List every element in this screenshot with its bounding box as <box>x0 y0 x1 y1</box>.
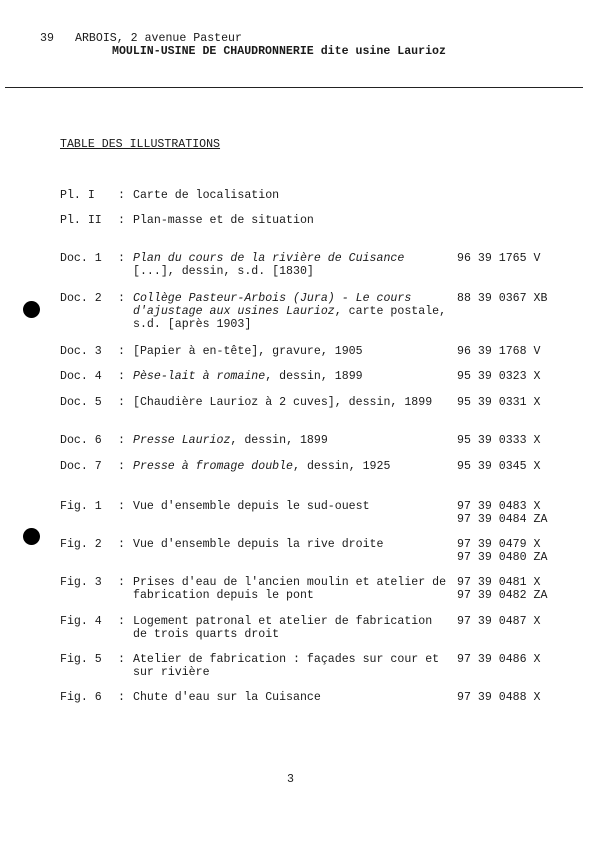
description-segment: Prises d'eau de l'ancien moulin et atelier de fabrication depuis le pont <box>133 576 447 602</box>
description-segment: Collège Pasteur-Arbois (Jura) - Le cours d'ajustage aux usines Laurioz <box>133 292 412 318</box>
photo-code: 97 39 0484 ZA <box>457 513 548 526</box>
item-colon: : <box>118 538 125 551</box>
item-label: Pl. II <box>60 214 102 227</box>
item-codes <box>457 370 541 383</box>
item-description <box>133 292 451 331</box>
photo-code: 97 39 0480 ZA <box>457 551 548 564</box>
item-codes <box>457 576 547 602</box>
photo-code: 88 39 0367 XB <box>457 292 548 305</box>
photo-code: 97 39 0488 X <box>457 691 541 704</box>
item-colon: : <box>118 189 125 202</box>
photo-code: 97 39 0483 X <box>457 500 541 513</box>
punch-hole-top <box>23 301 40 318</box>
item-colon: : <box>118 615 125 628</box>
item-description <box>133 370 451 383</box>
item-colon: : <box>118 434 125 447</box>
photo-code: 97 39 0482 ZA <box>457 589 548 602</box>
item-codes <box>457 538 547 564</box>
description-segment: Chute d'eau sur la Cuisance <box>133 691 321 704</box>
description-segment: , dessin, 1899 <box>265 370 363 383</box>
subject-line: MOULIN-USINE DE CHAUDRONNERIE dite usine Laurioz <box>112 45 446 58</box>
item-label: Doc. 3 <box>60 345 102 358</box>
department-number: 39 <box>40 32 54 45</box>
photo-code: 96 39 1768 V <box>457 345 541 358</box>
item-description <box>133 691 451 704</box>
description-segment: [Papier à en-tête], gravure, 1905 <box>133 345 363 358</box>
description-segment: [...], dessin, s.d. [1830] <box>133 265 314 278</box>
item-label: Doc. 6 <box>60 434 102 447</box>
item-colon: : <box>118 345 125 358</box>
item-description <box>133 396 451 409</box>
item-description <box>133 653 451 679</box>
photo-code: 97 39 0486 X <box>457 653 541 666</box>
description-segment: Plan du cours de la rivière de Cuisance <box>133 252 405 265</box>
description-segment: Plan-masse et de situation <box>133 214 314 227</box>
photo-code: 97 39 0487 X <box>457 615 541 628</box>
item-codes <box>457 396 541 409</box>
photo-code: 97 39 0481 X <box>457 576 541 589</box>
item-codes <box>457 345 541 358</box>
item-description <box>133 615 451 641</box>
item-description <box>133 214 451 227</box>
item-label: Doc. 1 <box>60 252 102 265</box>
item-colon: : <box>118 292 125 305</box>
item-colon: : <box>118 214 125 227</box>
location-line: ARBOIS, 2 avenue Pasteur <box>75 32 242 45</box>
item-codes <box>457 252 541 265</box>
description-segment: , dessin, 1899 <box>230 434 328 447</box>
photo-code: 95 39 0323 X <box>457 370 541 383</box>
item-codes <box>457 615 541 628</box>
punch-hole-bottom <box>23 528 40 545</box>
description-segment: Carte de localisation <box>133 189 280 202</box>
item-label: Fig. 1 <box>60 500 102 513</box>
item-description <box>133 576 451 602</box>
description-segment: Vue d'ensemble depuis le sud-ouest <box>133 500 370 513</box>
item-label: Fig. 2 <box>60 538 102 551</box>
description-segment: [Chaudière Laurioz à 2 cuves], dessin, 1899 <box>133 396 433 409</box>
item-codes <box>457 500 547 526</box>
page-number: 3 <box>287 773 294 786</box>
item-label: Pl. I <box>60 189 95 202</box>
description-segment: Pèse-lait à romaine <box>133 370 266 383</box>
item-label: Doc. 4 <box>60 370 102 383</box>
description-segment: , carte postale, s.d. [après 1903] <box>133 305 447 331</box>
photo-code: 95 39 0333 X <box>457 434 541 447</box>
item-codes <box>457 653 541 666</box>
item-colon: : <box>118 370 125 383</box>
item-description <box>133 460 451 473</box>
description-segment: Presse à fromage double <box>133 460 294 473</box>
photo-code: 97 39 0479 X <box>457 538 541 551</box>
item-label: Fig. 4 <box>60 615 102 628</box>
item-label: Fig. 3 <box>60 576 102 589</box>
item-codes <box>457 292 547 305</box>
item-colon: : <box>118 396 125 409</box>
item-description <box>133 538 451 551</box>
item-colon: : <box>118 460 125 473</box>
photo-code: 95 39 0331 X <box>457 396 541 409</box>
item-label: Doc. 7 <box>60 460 102 473</box>
item-label: Fig. 5 <box>60 653 102 666</box>
description-segment: Logement patronal et atelier de fabrication de trois quarts droit <box>133 615 433 641</box>
item-label: Doc. 5 <box>60 396 102 409</box>
item-description <box>133 189 451 202</box>
item-colon: : <box>118 576 125 589</box>
item-label: Fig. 6 <box>60 691 102 704</box>
description-segment: , dessin, 1925 <box>293 460 391 473</box>
item-colon: : <box>118 500 125 513</box>
item-codes <box>457 691 541 704</box>
item-codes <box>457 460 541 473</box>
photo-code: 96 39 1765 V <box>457 252 541 265</box>
header-rule <box>5 87 583 88</box>
item-codes <box>457 434 541 447</box>
item-colon: : <box>118 653 125 666</box>
item-label: Doc. 2 <box>60 292 102 305</box>
photo-code: 95 39 0345 X <box>457 460 541 473</box>
item-colon: : <box>118 252 125 265</box>
description-segment: Vue d'ensemble depuis la rive droite <box>133 538 384 551</box>
item-description <box>133 345 451 358</box>
item-description <box>133 434 451 447</box>
item-colon: : <box>118 691 125 704</box>
item-description <box>133 500 451 513</box>
section-title: TABLE DES ILLUSTRATIONS <box>60 138 221 151</box>
item-description <box>133 252 451 278</box>
description-segment: Presse Laurioz <box>133 434 231 447</box>
description-segment: Atelier de fabrication : façades sur cour et sur rivière <box>133 653 440 679</box>
